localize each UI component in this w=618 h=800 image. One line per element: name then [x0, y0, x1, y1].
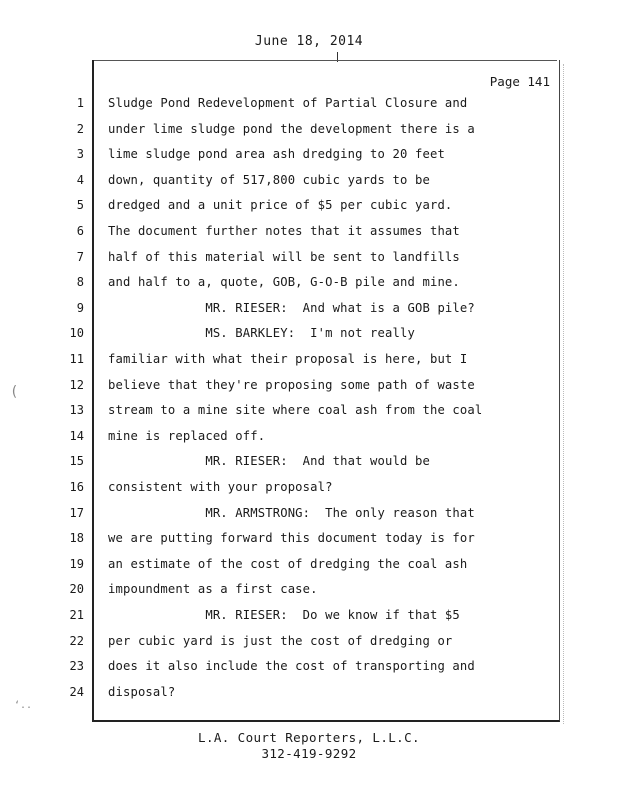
transcript-line-text: MR. RIESER: And what is a GOB pile?: [108, 301, 475, 315]
line-number: 4: [76, 173, 84, 187]
transcript-line-text: familiar with what their proposal is here, but I: [108, 352, 468, 366]
footer-company: L.A. Court Reporters, L.L.C.: [198, 730, 420, 745]
line-number: 18: [69, 531, 84, 545]
margin-dotted-line: [563, 64, 565, 724]
line-number: 21: [69, 608, 84, 622]
line-number: 9: [76, 301, 84, 315]
transcript-line-text: half of this material will be sent to landfills: [108, 250, 460, 264]
line-number: 11: [69, 352, 84, 366]
transcript-line-text: stream to a mine site where coal ash from the coal: [108, 403, 483, 417]
line-number: 23: [69, 659, 84, 673]
transcript-line-text: we are putting forward this document today is for: [108, 531, 475, 545]
page-number-label: Page 141: [489, 74, 550, 89]
line-number: 24: [69, 685, 84, 699]
footer-phone: 312-419-9292: [261, 746, 357, 761]
line-number: 15: [69, 454, 84, 468]
transcript-line-text: impoundment as a first case.: [108, 582, 318, 596]
transcript-line-text: does it also include the cost of transporting and: [108, 659, 475, 673]
line-number: 10: [69, 326, 84, 340]
line-number: 13: [69, 403, 84, 417]
transcript-line-text: down, quantity of 517,800 cubic yards to be: [108, 173, 430, 187]
line-number: 2: [76, 122, 84, 136]
transcript-line-text: consistent with your proposal?: [108, 480, 333, 494]
line-number: 5: [76, 198, 84, 212]
transcript-line-text: under lime sludge pond the development there is a: [108, 122, 475, 136]
line-number: 3: [76, 147, 84, 161]
line-number: 6: [76, 224, 84, 238]
transcript-line-text: lime sludge pond area ash dredging to 20 feet: [108, 147, 445, 161]
scan-artifact-mark: (: [10, 384, 19, 400]
transcript-line-text: mine is replaced off.: [108, 429, 266, 443]
line-number: 20: [69, 582, 84, 596]
line-number: 17: [69, 506, 84, 520]
header-date: June 18, 2014: [254, 34, 364, 49]
line-number: 22: [69, 634, 84, 648]
transcript-line-text: believe that they're proposing some path of waste: [108, 378, 475, 392]
transcript-line-text: Sludge Pond Redevelopment of Partial Closure and: [108, 96, 468, 110]
line-number: 19: [69, 557, 84, 571]
transcript-line-text: The document further notes that it assumes that: [108, 224, 460, 238]
line-number: 16: [69, 480, 84, 494]
transcript-line-text: disposal?: [108, 685, 176, 699]
scan-artifact-mark: ‘..: [14, 700, 33, 711]
line-number: 8: [76, 275, 84, 289]
transcript-line-text: per cubic yard is just the cost of dredging or: [108, 634, 453, 648]
line-number: 1: [76, 96, 84, 110]
transcript-line-text: MS. BARKLEY: I'm not really: [108, 326, 415, 340]
line-number: 14: [69, 429, 84, 443]
line-number: 7: [76, 250, 84, 264]
transcript-line-text: MR. RIESER: Do we know if that $5: [108, 608, 460, 622]
transcript-line-text: MR. ARMSTRONG: The only reason that: [108, 506, 475, 520]
transcript-line-text: dredged and a unit price of $5 per cubic yard.: [108, 198, 453, 212]
transcript-line-text: an estimate of the cost of dredging the coal ash: [108, 557, 468, 571]
line-number: 12: [69, 378, 84, 392]
transcript-line-text: MR. RIESER: And that would be: [108, 454, 430, 468]
transcript-line-text: and half to a, quote, GOB, G-O-B pile and mine.: [108, 275, 460, 289]
